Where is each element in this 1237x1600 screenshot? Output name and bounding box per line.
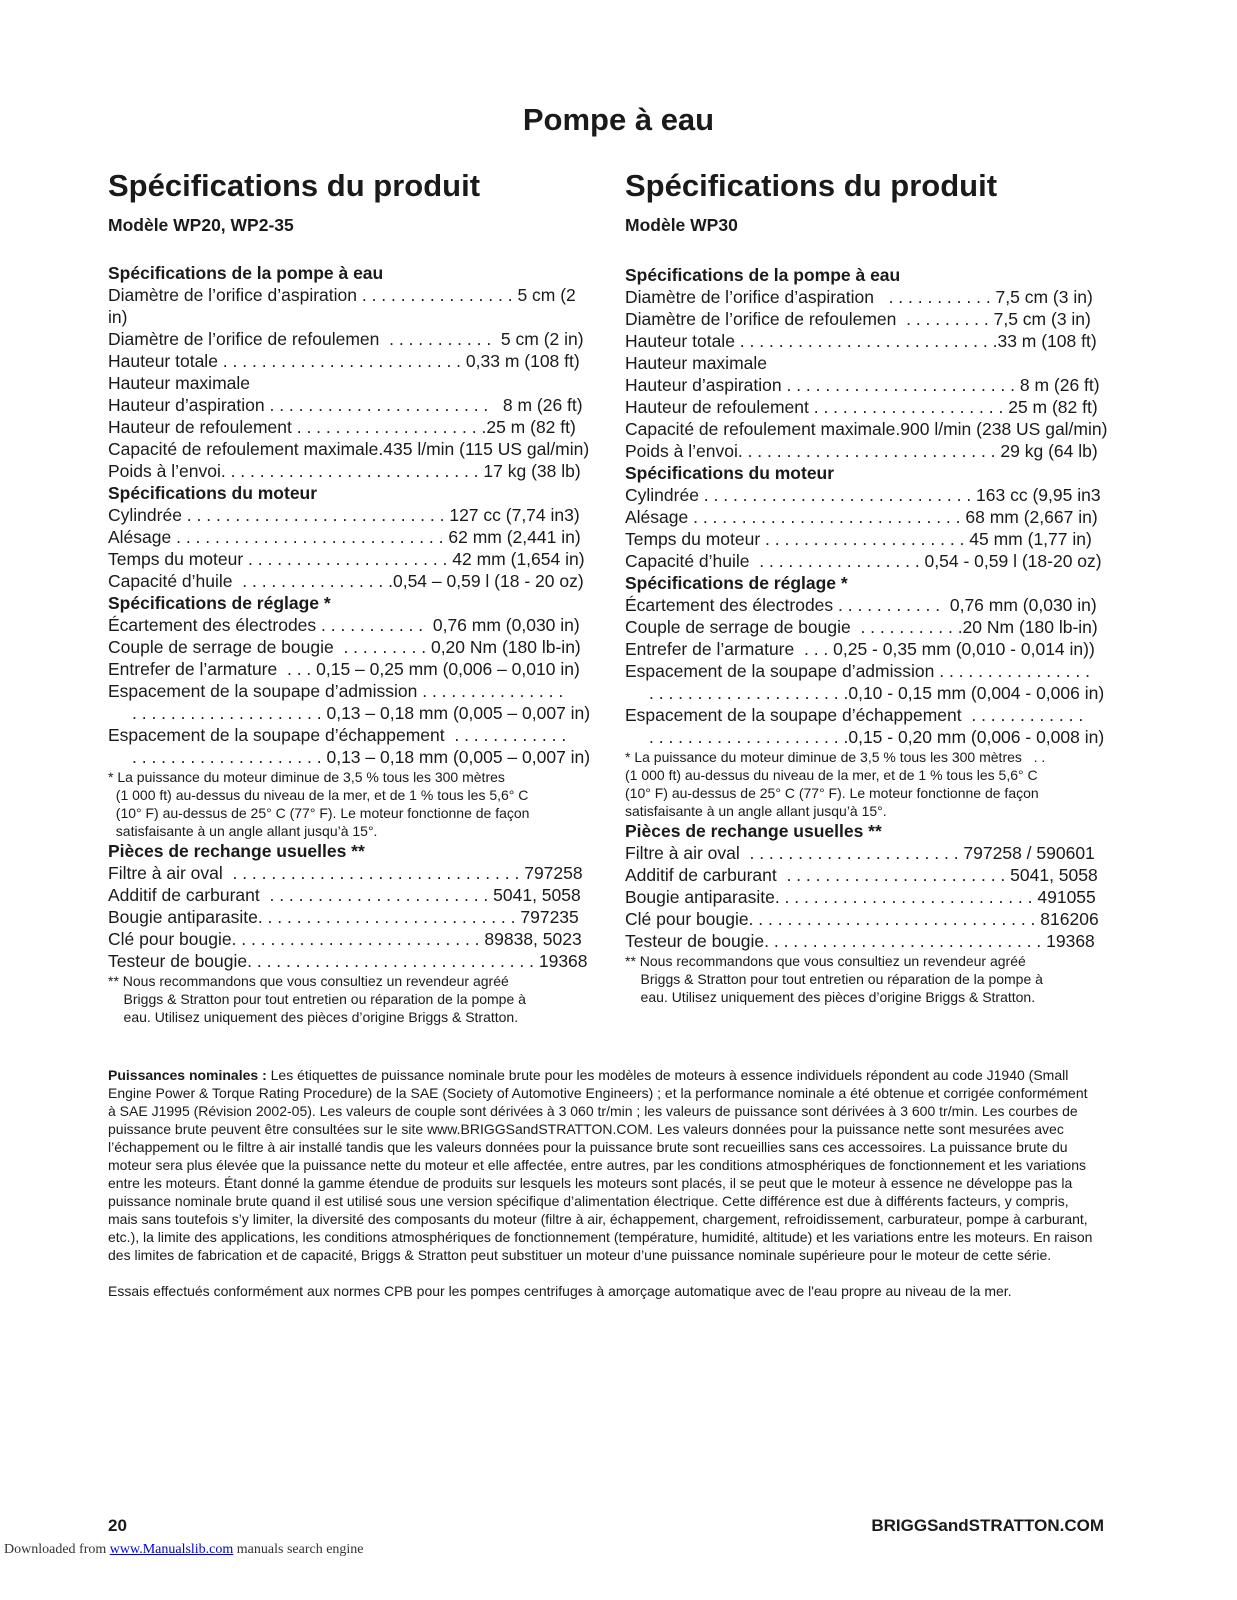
right-spec-line: Couple de serrage de bougie . . . . . . . . . . .20 Nm (180 lb-in) bbox=[625, 617, 1098, 637]
right-spec-line: Diamètre de l’orifice d’aspiration . . . . . . . . . . . 7,5 cm (3 in) bbox=[625, 287, 1093, 307]
right-spec-line: Filtre à air oval . . . . . . . . . . . . . . . . . . . . . . 797258 / 590601 bbox=[625, 843, 1095, 863]
ratings-text: Les étiquettes de puissance nominale brute pour les modèles de moteurs à essence individuels répondent au code J1940 (Small Engine Power & Torque Rating Procedure) de la SAE (Society of Automotive Engineers) ; et la performance nominale a été obtenue et corrigée conformément à SAE J1995 (Révision 2002-05). Les valeurs de couple sont dérivées à 3 060 tr/min ; les valeurs de puissance sont dérivées à 3 600 tr/min. Les courbes de puissance brute peuvent être consultées sur le site www.BRIGGSandSTRATTON.COM. Les valeurs données pour la puissance nette sont mesurées avec l’échappement ou le filtre à air installé tandis que les valeurs données pour la puissance brute sont recueillies sans ces accessoires. La puissance brute du moteur sera plus élevée que la puissance nette du moteur et elle affectée, entre autres, par les conditions atmosphériques de fonctionnement et les variations entre les moteurs. Étant donné la gamme étendue de produits sur lesquels les moteurs sont placés, il se peut que le moteur à essence ne développe pas la puissance nominale brute quand il est utilisé sous une version spécifique d’alimentation électrique. Cette différence est due à différents facteurs, y compris, mais sans toutefois s’y limiter, la diversité des composants du moteur (filtre à air, échappement, chargement, refroidissement, carburateur, pompe à carburant, etc.), la limite des applications, les conditions atmosphériques de fonctionnement (température, humidité, altitude) et les variations entre les moteurs. En raison des limites de fabrication et de capacité, Briggs & Stratton peut substituer un moteur d’une puissance nominale supérieure pour le moteur de cette série. bbox=[108, 1067, 1093, 1263]
left-spec-line: Temps du moteur . . . . . . . . . . . . . . . . . . . . . 42 mm (1,654 in) bbox=[108, 549, 585, 569]
left-spec-line: Alésage . . . . . . . . . . . . . . . . . . . . . . . . . . . . 62 mm (2,441 in) bbox=[108, 527, 581, 547]
right-spec-column bbox=[625, 166, 1108, 1006]
left-section-heading: Spécifications de la pompe à eau bbox=[108, 263, 384, 283]
right-spec-line: Espacement de la soupape d’admission . . . . . . . . . . . . . . . . bbox=[625, 661, 1090, 681]
right-spec-line: Alésage . . . . . . . . . . . . . . . . . . . . . . . . . . . . 68 mm (2,667 in) bbox=[625, 507, 1098, 527]
right-spec-line: Espacement de la soupape d’échappement . . . . . . . . . . . . bbox=[625, 705, 1084, 725]
site-url: BRIGGSandSTRATTON.COM bbox=[871, 1516, 1104, 1535]
left-spec-line: Espacement de la soupape d’échappement . . . . . . . . . . . . bbox=[108, 725, 567, 745]
left-spec-line: Hauteur d’aspiration . . . . . . . . . . . . . . . . . . . . . . . 8 m (26 ft) bbox=[108, 395, 583, 415]
right-spec-line: . . . . . . . . . . . . . . . . . . . . .0,10 - 0,15 mm (0,004 - 0,006 in) bbox=[649, 683, 1105, 703]
left-spec-line: Hauteur totale . . . . . . . . . . . . . . . . . . . . . . . . . 0,33 m (108 ft) bbox=[108, 351, 580, 371]
left-spec-line: Diamètre de l’orifice d’aspiration . . . . . . . . . . . . . . . . 5 cm (2 in) bbox=[108, 285, 576, 327]
left-spec-line: Clé pour bougie. . . . . . . . . . . . . . . . . . . . . . . . . . 89838, 5023 bbox=[108, 929, 582, 949]
right-spec-line: Hauteur totale . . . . . . . . . . . . . . . . . . . . . . . . . . .33 m (108 ft) bbox=[625, 331, 1097, 351]
download-prefix: Downloaded from bbox=[4, 1542, 110, 1557]
left-spec-line: Espacement de la soupape d’admission . . . . . . . . . . . . . . . bbox=[108, 681, 564, 701]
right-spec-line: Bougie antiparasite. . . . . . . . . . . . . . . . . . . . . . . . . . . 491055 bbox=[625, 887, 1096, 907]
right-note: ** Nous recommandons que vous consultiez un revendeur agréé Briggs & Stratton pour tout entretien ou réparation de la pompe à eau. Utilisez uniquement des pièces d’origine Briggs & Stratton. bbox=[625, 953, 1043, 1005]
page-number: 20 bbox=[108, 1516, 127, 1535]
left-spec-line: Entrefer de l’armature . . . 0,15 – 0,25 mm (0,006 – 0,010 in) bbox=[108, 659, 580, 679]
right-section-heading: Pièces de rechange usuelles ** bbox=[625, 821, 882, 841]
left-spec-line: Bougie antiparasite. . . . . . . . . . . . . . . . . . . . . . . . . . . 797235 bbox=[108, 907, 579, 927]
right-spec-line: Capacité de refoulement maximale.900 l/min (238 US gal/min) bbox=[625, 419, 1108, 439]
left-spec-line: . . . . . . . . . . . . . . . . . . . . 0,13 – 0,18 mm (0,005 – 0,007 in) bbox=[132, 747, 591, 767]
right-note: * La puissance du moteur diminue de 3,5 % tous les 300 mètres . . (1 000 ft) au-dessus du niveau de la mer, et de 1 % tous les 5,6° C (10° F) au-dessus de 25° C (77° F). Le moteur fonctionne de façon satisfaisante à un angle allant jusqu’à 15°. bbox=[625, 749, 1046, 819]
left-spec-line: Capacité d’huile . . . . . . . . . . . . . . . .0,54 – 0,59 l (18 - 20 oz) bbox=[108, 571, 584, 591]
left-spec-line: Cylindrée . . . . . . . . . . . . . . . . . . . . . . . . . . . 127 cc (7,74 in3) bbox=[108, 505, 580, 525]
right-spec-line: Hauteur maximale bbox=[625, 353, 767, 373]
right-section-heading: Spécifications de réglage * bbox=[625, 573, 848, 593]
left-spec-line: Écartement des électrodes . . . . . . . . . . . 0,76 mm (0,030 in) bbox=[108, 615, 580, 635]
left-spec-line: Poids à l’envoi. . . . . . . . . . . . . . . . . . . . . . . . . . . 17 kg (38 lb) bbox=[108, 461, 581, 481]
page-title: Pompe à eau bbox=[522, 102, 715, 137]
tests-note: Essais effectués conformément aux normes CPB pour les pompes centrifuges à amorçage automatique avec de l'eau propre au niveau de la mer. bbox=[108, 1283, 1012, 1299]
left-spec-line: . . . . . . . . . . . . . . . . . . . . 0,13 – 0,18 mm (0,005 – 0,007 in) bbox=[132, 703, 591, 723]
right-model-label: Modèle WP30 bbox=[625, 215, 738, 235]
right-spec-line: Poids à l’envoi. . . . . . . . . . . . . . . . . . . . . . . . . . . 29 kg (64 lb) bbox=[625, 441, 1098, 461]
ratings-label: Puissances nominales : bbox=[108, 1067, 267, 1083]
left-spec-list bbox=[108, 262, 591, 1026]
right-spec-line: Entrefer de l’armature . . . 0,25 - 0,35 mm (0,010 - 0,014 in)) bbox=[625, 639, 1095, 659]
left-spec-line: Testeur de bougie. . . . . . . . . . . . . . . . . . . . . . . . . . . . . . 19368 bbox=[108, 951, 588, 971]
left-model-label: Modèle WP20, WP2-35 bbox=[108, 215, 294, 235]
right-spec-heading: Spécifications du produit bbox=[625, 168, 998, 203]
right-spec-line: Hauteur de refoulement . . . . . . . . . . . . . . . . . . . . 25 m (82 ft) bbox=[625, 397, 1098, 417]
left-spec-line: Couple de serrage de bougie . . . . . . . . . 0,20 Nm (180 lb-in) bbox=[108, 637, 581, 657]
right-spec-line: Diamètre de l’orifice de refoulemen . . . . . . . . . 7,5 cm (3 in) bbox=[625, 309, 1091, 329]
left-spec-line: Hauteur maximale bbox=[108, 373, 250, 393]
left-spec-line: Additif de carburant . . . . . . . . . . . . . . . . . . . . . . . 5041, 5058 bbox=[108, 885, 581, 905]
right-spec-line: Temps du moteur . . . . . . . . . . . . . . . . . . . . . 45 mm (1,77 in) bbox=[625, 529, 1092, 549]
left-spec-heading: Spécifications du produit bbox=[108, 168, 481, 203]
right-spec-line: . . . . . . . . . . . . . . . . . . . . .0,15 - 0,20 mm (0,006 - 0,008 in) bbox=[649, 727, 1105, 747]
left-spec-line: Capacité de refoulement maximale.435 l/min (115 US gal/min) bbox=[108, 439, 590, 459]
download-suffix: manuals search engine bbox=[233, 1542, 364, 1557]
right-spec-line: Testeur de bougie. . . . . . . . . . . . . . . . . . . . . . . . . . . . . 19368 bbox=[625, 931, 1095, 951]
right-spec-line: Cylindrée . . . . . . . . . . . . . . . . . . . . . . . . . . . . 163 cc (9,95 in3 bbox=[625, 485, 1101, 505]
left-section-heading: Pièces de rechange usuelles ** bbox=[108, 841, 365, 861]
left-note: * La puissance du moteur diminue de 3,5 % tous les 300 mètres (1 000 ft) au-dessus du niveau de la mer, et de 1 % tous les 5,6° C (10° F) au-dessus de 25° C (77° F). Le moteur fonctionne de façon satisfaisante à un angle allant jusqu’à 15°. bbox=[108, 769, 530, 839]
ratings-paragraph bbox=[108, 1066, 1098, 1264]
right-spec-line: Clé pour bougie. . . . . . . . . . . . . . . . . . . . . . . . . . . . . . 816206 bbox=[625, 909, 1099, 929]
right-section-heading: Spécifications du moteur bbox=[625, 463, 835, 483]
right-spec-line: Additif de carburant . . . . . . . . . . . . . . . . . . . . . . . 5041, 5058 bbox=[625, 865, 1098, 885]
right-spec-line: Hauteur d’aspiration . . . . . . . . . . . . . . . . . . . . . . . . 8 m (26 ft) bbox=[625, 375, 1100, 395]
left-note: ** Nous recommandons que vous consultiez un revendeur agréé Briggs & Stratton pour tout entretien ou réparation de la pompe à eau. Utilisez uniquement des pièces d’origine Briggs & Stratton. bbox=[108, 973, 526, 1025]
left-spec-line: Diamètre de l’orifice de refoulemen . . . . . . . . . . . 5 cm (2 in) bbox=[108, 329, 584, 349]
left-spec-line: Filtre à air oval . . . . . . . . . . . . . . . . . . . . . . . . . . . . . . 797258 bbox=[108, 863, 583, 883]
download-notice bbox=[4, 1542, 364, 1558]
manualslib-link[interactable]: www.Manualslib.com bbox=[109, 1542, 234, 1557]
left-section-heading: Spécifications de réglage * bbox=[108, 593, 331, 613]
right-spec-line: Capacité d’huile . . . . . . . . . . . . . . . . . 0,54 - 0,59 l (18-20 oz) bbox=[625, 551, 1102, 571]
right-spec-list bbox=[625, 264, 1108, 1006]
left-section-heading: Spécifications du moteur bbox=[108, 483, 318, 503]
right-spec-line: Écartement des électrodes . . . . . . . . . . . 0,76 mm (0,030 in) bbox=[625, 595, 1097, 615]
footnotes bbox=[108, 1066, 1098, 1318]
left-spec-column bbox=[108, 166, 591, 1026]
left-spec-line: Hauteur de refoulement . . . . . . . . . . . . . . . . . . . .25 m (82 ft) bbox=[108, 417, 576, 437]
right-section-heading: Spécifications de la pompe à eau bbox=[625, 265, 901, 285]
